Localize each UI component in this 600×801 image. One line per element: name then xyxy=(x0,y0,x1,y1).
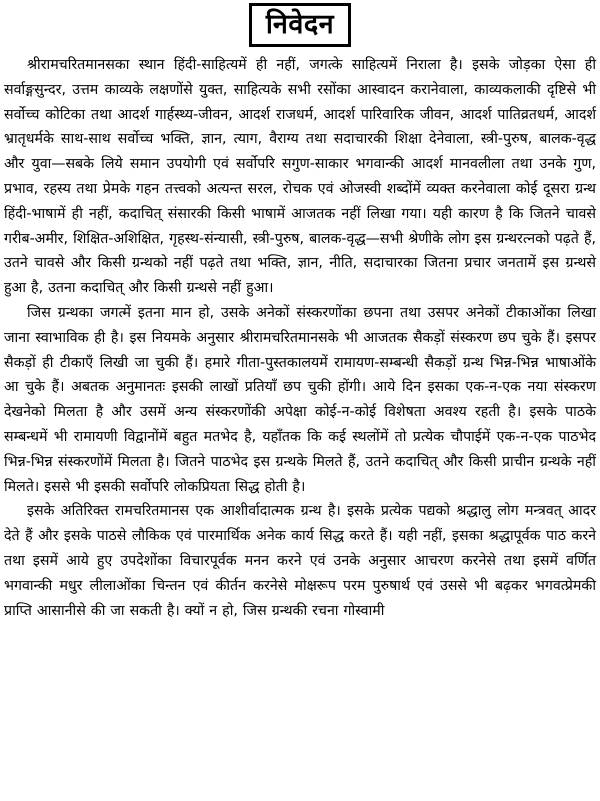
page-title: निवेदन xyxy=(249,3,351,47)
paragraph-3: इसके अतिरिक्त रामचरितमानस एक आशीर्वादात्मक ग्रन्थ है। इसके प्रत्येक पद्यको श्रद्धालु लोग मन्त्रवत् आदर देते हैं और इसके पाठसे लौकिक एवं पारमार्थिक अनेक कार्य सिद्ध करते हैं। यही नहीं, इसका श्रद्धापूर्वक पाठ करने तथा इसमें आये हुए उपदेशोंका विचारपूर्वक मनन करने एवं उनके अनुसार आचरण करनेसे तथा इसमें वर्णित भगवान्की मधुर लीलाओंका चिन्तन एवं कीर्तन करनेसे मोक्षरूप परम पुरुषार्थ एवं उससे भी बढ़कर भगवत्प्रेमकी प्राप्ति आसानीसे की जा सकती है। क्यों न हो, जिस ग्रन्थकी रचना गोस्वामी xyxy=(4,503,596,619)
title-container xyxy=(0,3,600,47)
paragraph-2: जिस ग्रन्थका जगत्में इतना मान हो, उसके अनेकों संस्करणोंका छपना तथा उसपर अनेकों टीकाओंका लिखा जाना स्वाभाविक ही है। इस नियमके अनुसार श्रीरामचरितमानसके भी आजतक सैकड़ों संस्करण छप चुके हैं। इसपर सैकड़ों ही टीकाएँ लिखी जा चुकी हैं। हमारे गीता-पुस्तकालयमें रामायण-सम्बन्धी सैकड़ों ग्रन्थ भिन्न-भिन्न भाषाओंके आ चुके हैं। अबतक अनुमानतः इसकी लाखों प्रतियाँ छप चुकी होंगी। आये दिन इसका एक-न-एक नया संस्करण देखनेको मिलता है और उसमें अन्य संस्करणोंकी अपेक्षा कोई-न-कोई विशेषता अवश्य रहती है। इसके पाठके सम्बन्धमें भी रामायणी विद्वानोंमें बहुत मतभेद है, यहाँतक कि कई स्थलोंमें तो प्रत्येक चौपाईमें एक-न-एक पाठभेद भिन्न-भिन्न संस्करणोंमें मिलता है। जितने पाठभेद इस ग्रन्थके मिलते हैं, उतने कदाचित् और किसी प्राचीन ग्रन्थके नहीं मिलते। इससे भी इसकी सर्वोपरि लोकप्रियता सिद्ध होती है। xyxy=(4,304,596,495)
body-text xyxy=(4,53,596,623)
paragraph-1: श्रीरामचरितमानसका स्थान हिंदी-साहित्यमें ही नहीं, जगत्के साहित्यमें निराला है। इसके जोड़का ऐसा ही सर्वाङ्गसुन्दर, उत्तम काव्यके लक्षणोंसे युक्त, साहित्यके सभी रसोंका आस्वादन करानेवाला, काव्यकलाकी दृष्टिसे भी सर्वोच्च कोटिका तथा आदर्श गार्हस्थ्य-जीवन, आदर्श राजधर्म, आदर्श पारिवारिक जीवन, आदर्श पातिव्रतधर्म, आदर्श भ्रातृधर्मके साथ-साथ सर्वोच्च भक्ति, ज्ञान, त्याग, वैराग्य तथा सदाचारकी शिक्षा देनेवाला, स्त्री-पुरुष, बालक-वृद्ध और युवा—सबके लिये समान उपयोगी एवं सर्वोपरि सगुण-साकार भगवान्की आदर्श मानवलीला तथा उनके गुण, प्रभाव, रहस्य तथा प्रेमके गहन तत्त्वको अत्यन्त सरल, रोचक एवं ओजस्वी शब्दोंमें व्यक्त करनेवाला कोई दूसरा ग्रन्थ हिंदी-भाषामें ही नहीं, कदाचित् संसारकी किसी भाषामें आजतक नहीं लिखा गया। यही कारण है कि जितने चावसे गरीब-अमीर, शिक्षित-अशिक्षित, गृहस्थ-संन्यासी, स्त्री-पुरुष, बालक-वृद्ध—सभी श्रेणीके लोग इस ग्रन्थरत्नको पढ़ते हैं, उतने चावसे और किसी ग्रन्थको नहीं पढ़ते तथा भक्ति, ज्ञान, नीति, सदाचारका जितना प्रचार जनतामें इस ग्रन्थसे हुआ है, उतना कदाचित् और किसी ग्रन्थसे नहीं हुआ। xyxy=(4,57,596,297)
